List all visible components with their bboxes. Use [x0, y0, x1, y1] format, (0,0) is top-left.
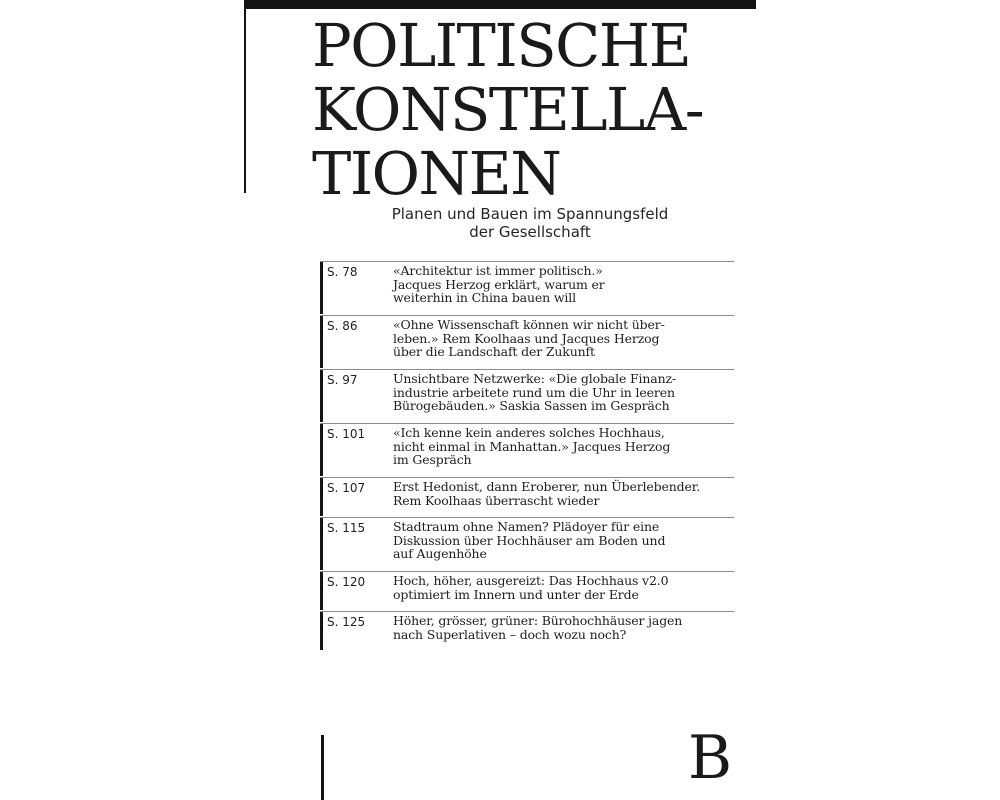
page-reference: S. 86 [327, 319, 358, 333]
toc-entry[interactable] [320, 571, 734, 610]
entry-line: nicht einmal in Manhattan.» Jacques Herzog [393, 438, 671, 454]
entry-line: optimiert im Innern und unter der Erde [393, 586, 639, 602]
entry-line: industrie arbeitete rund um die Uhr in leeren [393, 384, 675, 400]
entry-line: Höher, grösser, grüner: Bürohochhäuser jagen [393, 613, 683, 628]
page-reference: S. 101 [327, 427, 366, 441]
left-rule [244, 0, 246, 193]
entry-marker-bar [320, 518, 323, 570]
entry-text [393, 426, 670, 467]
title-line: POLITISCHE [312, 11, 691, 80]
toc-entry[interactable] [320, 423, 734, 476]
subtitle-line: Planen und Bauen im Spannungsfeld [391, 205, 669, 223]
toc-entry[interactable] [320, 517, 734, 570]
entry-line: nach Superlativen – doch wozu noch? [393, 626, 627, 642]
toc-entry[interactable] [320, 611, 734, 650]
entry-line: «Ich kenne kein anderes solches Hochhaus, [393, 425, 665, 440]
entry-line: Hoch, höher, ausgereizt: Das Hochhaus v2.0 [393, 573, 669, 588]
entry-line: Unsichtbare Netzwerke: «Die globale Finanz- [393, 371, 677, 386]
entry-line: «Ohne Wissenschaft können wir nicht über- [393, 317, 665, 332]
entry-line: Erst Hedonist, dann Eroberer, nun Überlebender. [393, 479, 701, 494]
entry-line: «Architektur ist immer politisch.» [393, 263, 603, 278]
top-rule [244, 0, 756, 9]
entry-line: weiterhin in China bauen will [393, 290, 576, 306]
title-line: KONSTELLA- [312, 75, 704, 144]
title-line: TIONEN [312, 139, 561, 208]
entry-line: im Gespräch [393, 452, 472, 468]
page-reference: S. 97 [327, 373, 358, 387]
entry-marker-bar [320, 612, 323, 650]
entry-line: leben.» Rem Koolhaas und Jacques Herzog [393, 330, 660, 346]
page-title [312, 11, 704, 208]
toc-entry[interactable] [320, 261, 734, 314]
toc-entry[interactable] [320, 369, 734, 422]
entry-marker-bar [320, 316, 323, 368]
entry-text [393, 264, 605, 305]
entry-text [393, 318, 665, 359]
entry-text [393, 520, 665, 561]
entry-line: Jacques Herzog erklärt, warum er [393, 276, 605, 292]
entry-text [393, 480, 700, 507]
entry-line: auf Augenhöhe [393, 546, 487, 562]
publisher-logo: B [688, 723, 733, 793]
page-reference: S. 125 [327, 615, 366, 629]
entry-line: Diskussion über Hochhäuser am Boden und [393, 532, 666, 548]
entry-line: Stadtraum ohne Namen? Plädoyer für eine [393, 519, 660, 534]
page-reference: S. 78 [327, 265, 358, 279]
toc-entry[interactable] [320, 477, 734, 516]
entry-text [393, 372, 676, 413]
bottom-rule [321, 735, 324, 800]
entry-marker-bar [320, 424, 323, 476]
entry-text [393, 614, 682, 641]
entry-marker-bar [320, 262, 323, 314]
page-reference: S. 120 [327, 575, 366, 589]
entry-line: Bürogebäuden.» Saskia Sassen im Gespräch [393, 398, 670, 414]
page-reference: S. 107 [327, 481, 366, 495]
page-subtitle [370, 205, 690, 241]
toc-entry[interactable] [320, 315, 734, 368]
entry-marker-bar [320, 572, 323, 610]
entry-text [393, 574, 668, 601]
subtitle-line: der Gesellschaft [469, 223, 591, 241]
entry-line: Rem Koolhaas überrascht wieder [393, 492, 600, 508]
entry-marker-bar [320, 478, 323, 516]
entry-line: über die Landschaft der Zukunft [393, 344, 595, 360]
entry-marker-bar [320, 370, 323, 422]
page-reference: S. 115 [327, 521, 366, 535]
